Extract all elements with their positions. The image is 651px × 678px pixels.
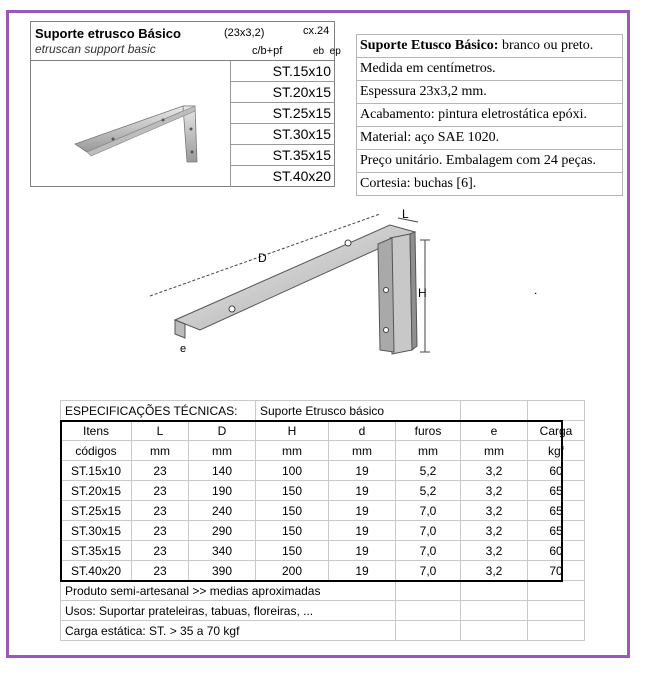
description-line: Preço unitário. Embalagem com 24 peças. bbox=[357, 150, 623, 173]
header-cell: L bbox=[132, 421, 189, 441]
table-cell: 340 bbox=[189, 541, 256, 561]
label-d: D bbox=[258, 251, 267, 265]
table-cell: ST.20x15 bbox=[61, 481, 132, 501]
table-cell: 19 bbox=[329, 501, 396, 521]
table-cell: 390 bbox=[189, 561, 256, 581]
table-cell: 150 bbox=[256, 521, 329, 541]
table-cell: 3,2 bbox=[461, 541, 528, 561]
unit-cell: códigos bbox=[61, 441, 132, 461]
header-cell: D bbox=[189, 421, 256, 441]
description-heading: Suporte Etusco Básico: bbox=[360, 38, 499, 53]
header-cell: d bbox=[329, 421, 396, 441]
table-cell: 7,0 bbox=[396, 501, 461, 521]
table-cell: 23 bbox=[132, 561, 189, 581]
spec-title: ESPECIFICAÇÕES TÉCNICAS: bbox=[61, 401, 256, 421]
header-cell: Itens bbox=[61, 421, 132, 441]
table-cell: 23 bbox=[132, 541, 189, 561]
table-row bbox=[61, 461, 585, 481]
spec-rows bbox=[61, 461, 585, 581]
table-cell: 7,0 bbox=[396, 541, 461, 561]
table-cell: 3,2 bbox=[461, 561, 528, 581]
table-cell: ST.25x15 bbox=[61, 501, 132, 521]
table-cell: 3,2 bbox=[461, 481, 528, 501]
description-line bbox=[357, 35, 623, 58]
description-line: Acabamento: pintura eletrostática epóxi. bbox=[357, 104, 623, 127]
table-cell: ST.35x15 bbox=[61, 541, 132, 561]
description-table bbox=[356, 34, 623, 196]
color-codes: eb ep bbox=[313, 46, 341, 57]
product-card bbox=[30, 21, 341, 187]
table-cell: 23 bbox=[132, 521, 189, 541]
finish-code: c/b+pf bbox=[252, 45, 283, 57]
product-subtitle: etruscan support basic bbox=[35, 42, 156, 56]
table-cell: 3,2 bbox=[461, 521, 528, 541]
note-line: Produto semi-artesanal >> medias aproximadas bbox=[61, 581, 396, 601]
table-cell: 60 bbox=[528, 461, 585, 481]
table-row bbox=[61, 541, 585, 561]
header-cell: H bbox=[256, 421, 329, 441]
product-dims: (23x3,2) bbox=[224, 27, 265, 39]
spec-empty bbox=[528, 401, 585, 421]
unit-cell: mm bbox=[256, 441, 329, 461]
table-cell: 3,2 bbox=[461, 501, 528, 521]
spec-subtitle: Suporte Etrusco básico bbox=[256, 401, 461, 421]
unit-cell: mm bbox=[132, 441, 189, 461]
header-cell: e bbox=[461, 421, 528, 441]
table-row bbox=[61, 501, 585, 521]
table-cell: 19 bbox=[329, 521, 396, 541]
code-item: ST.15x10 bbox=[230, 61, 335, 82]
table-cell: 190 bbox=[189, 481, 256, 501]
description-line: Espessura 23x3,2 mm. bbox=[357, 81, 623, 104]
table-cell: 7,0 bbox=[396, 561, 461, 581]
spec-empty bbox=[461, 401, 528, 421]
code-item: ST.20x15 bbox=[230, 82, 335, 103]
code-item: ST.25x15 bbox=[230, 103, 335, 124]
description-colors: branco ou preto. bbox=[498, 38, 594, 53]
table-cell: 65 bbox=[528, 481, 585, 501]
unit-cell: mm bbox=[461, 441, 528, 461]
table-cell: 5,2 bbox=[396, 461, 461, 481]
label-l: L bbox=[402, 207, 409, 221]
table-cell: 200 bbox=[256, 561, 329, 581]
table-cell: ST.30x15 bbox=[61, 521, 132, 541]
table-cell: 150 bbox=[256, 501, 329, 521]
code-item: ST.35x15 bbox=[230, 145, 335, 166]
table-cell: 23 bbox=[132, 461, 189, 481]
table-cell: 23 bbox=[132, 481, 189, 501]
product-name: Suporte etrusco Básico bbox=[35, 26, 181, 41]
table-cell: 19 bbox=[329, 481, 396, 501]
unit-cell: mm bbox=[329, 441, 396, 461]
spec-table bbox=[60, 400, 585, 641]
code-item: ST.30x15 bbox=[230, 124, 335, 145]
table-cell: 5,2 bbox=[396, 481, 461, 501]
technical-drawing bbox=[140, 200, 450, 360]
description-line: Material: aço SAE 1020. bbox=[357, 127, 623, 150]
table-cell: 150 bbox=[256, 481, 329, 501]
table-cell: 100 bbox=[256, 461, 329, 481]
table-cell: ST.15x10 bbox=[61, 461, 132, 481]
unit-cell: kgf bbox=[528, 441, 585, 461]
note-line: Carga estática: ST. > 35 a 70 kgf bbox=[61, 621, 396, 641]
table-cell: 70 bbox=[528, 561, 585, 581]
table-cell: 3,2 bbox=[461, 461, 528, 481]
product-photo bbox=[73, 84, 203, 164]
table-row bbox=[61, 481, 585, 501]
table-cell: 140 bbox=[189, 461, 256, 481]
box-quantity: cx.24 bbox=[303, 25, 330, 37]
table-cell: 60 bbox=[528, 541, 585, 561]
label-e: e bbox=[180, 343, 187, 355]
table-cell: 65 bbox=[528, 501, 585, 521]
table-cell: 150 bbox=[256, 541, 329, 561]
unit-cell: mm bbox=[396, 441, 461, 461]
description-line: Cortesia: buchas [6]. bbox=[357, 173, 623, 196]
table-cell: 19 bbox=[329, 541, 396, 561]
table-row bbox=[61, 561, 585, 581]
table-cell: ST.40x20 bbox=[61, 561, 132, 581]
table-cell: 240 bbox=[189, 501, 256, 521]
unit-cell: mm bbox=[189, 441, 256, 461]
table-cell: 7,0 bbox=[396, 521, 461, 541]
code-list bbox=[230, 61, 335, 187]
table-cell: 19 bbox=[329, 461, 396, 481]
description-line: Medida em centímetros. bbox=[357, 58, 623, 81]
table-row bbox=[61, 521, 585, 541]
table-cell: 23 bbox=[132, 501, 189, 521]
table-cell: 19 bbox=[329, 561, 396, 581]
note-line: Usos: Suportar prateleiras, tabuas, floreiras, ... bbox=[61, 601, 396, 621]
stray-dot: . bbox=[534, 283, 538, 297]
table-cell: 65 bbox=[528, 521, 585, 541]
code-item: ST.40x20 bbox=[230, 166, 335, 187]
table-cell: 290 bbox=[189, 521, 256, 541]
label-h: H bbox=[418, 286, 427, 300]
header-cell: Carga bbox=[528, 421, 585, 441]
header-cell: furos bbox=[396, 421, 461, 441]
